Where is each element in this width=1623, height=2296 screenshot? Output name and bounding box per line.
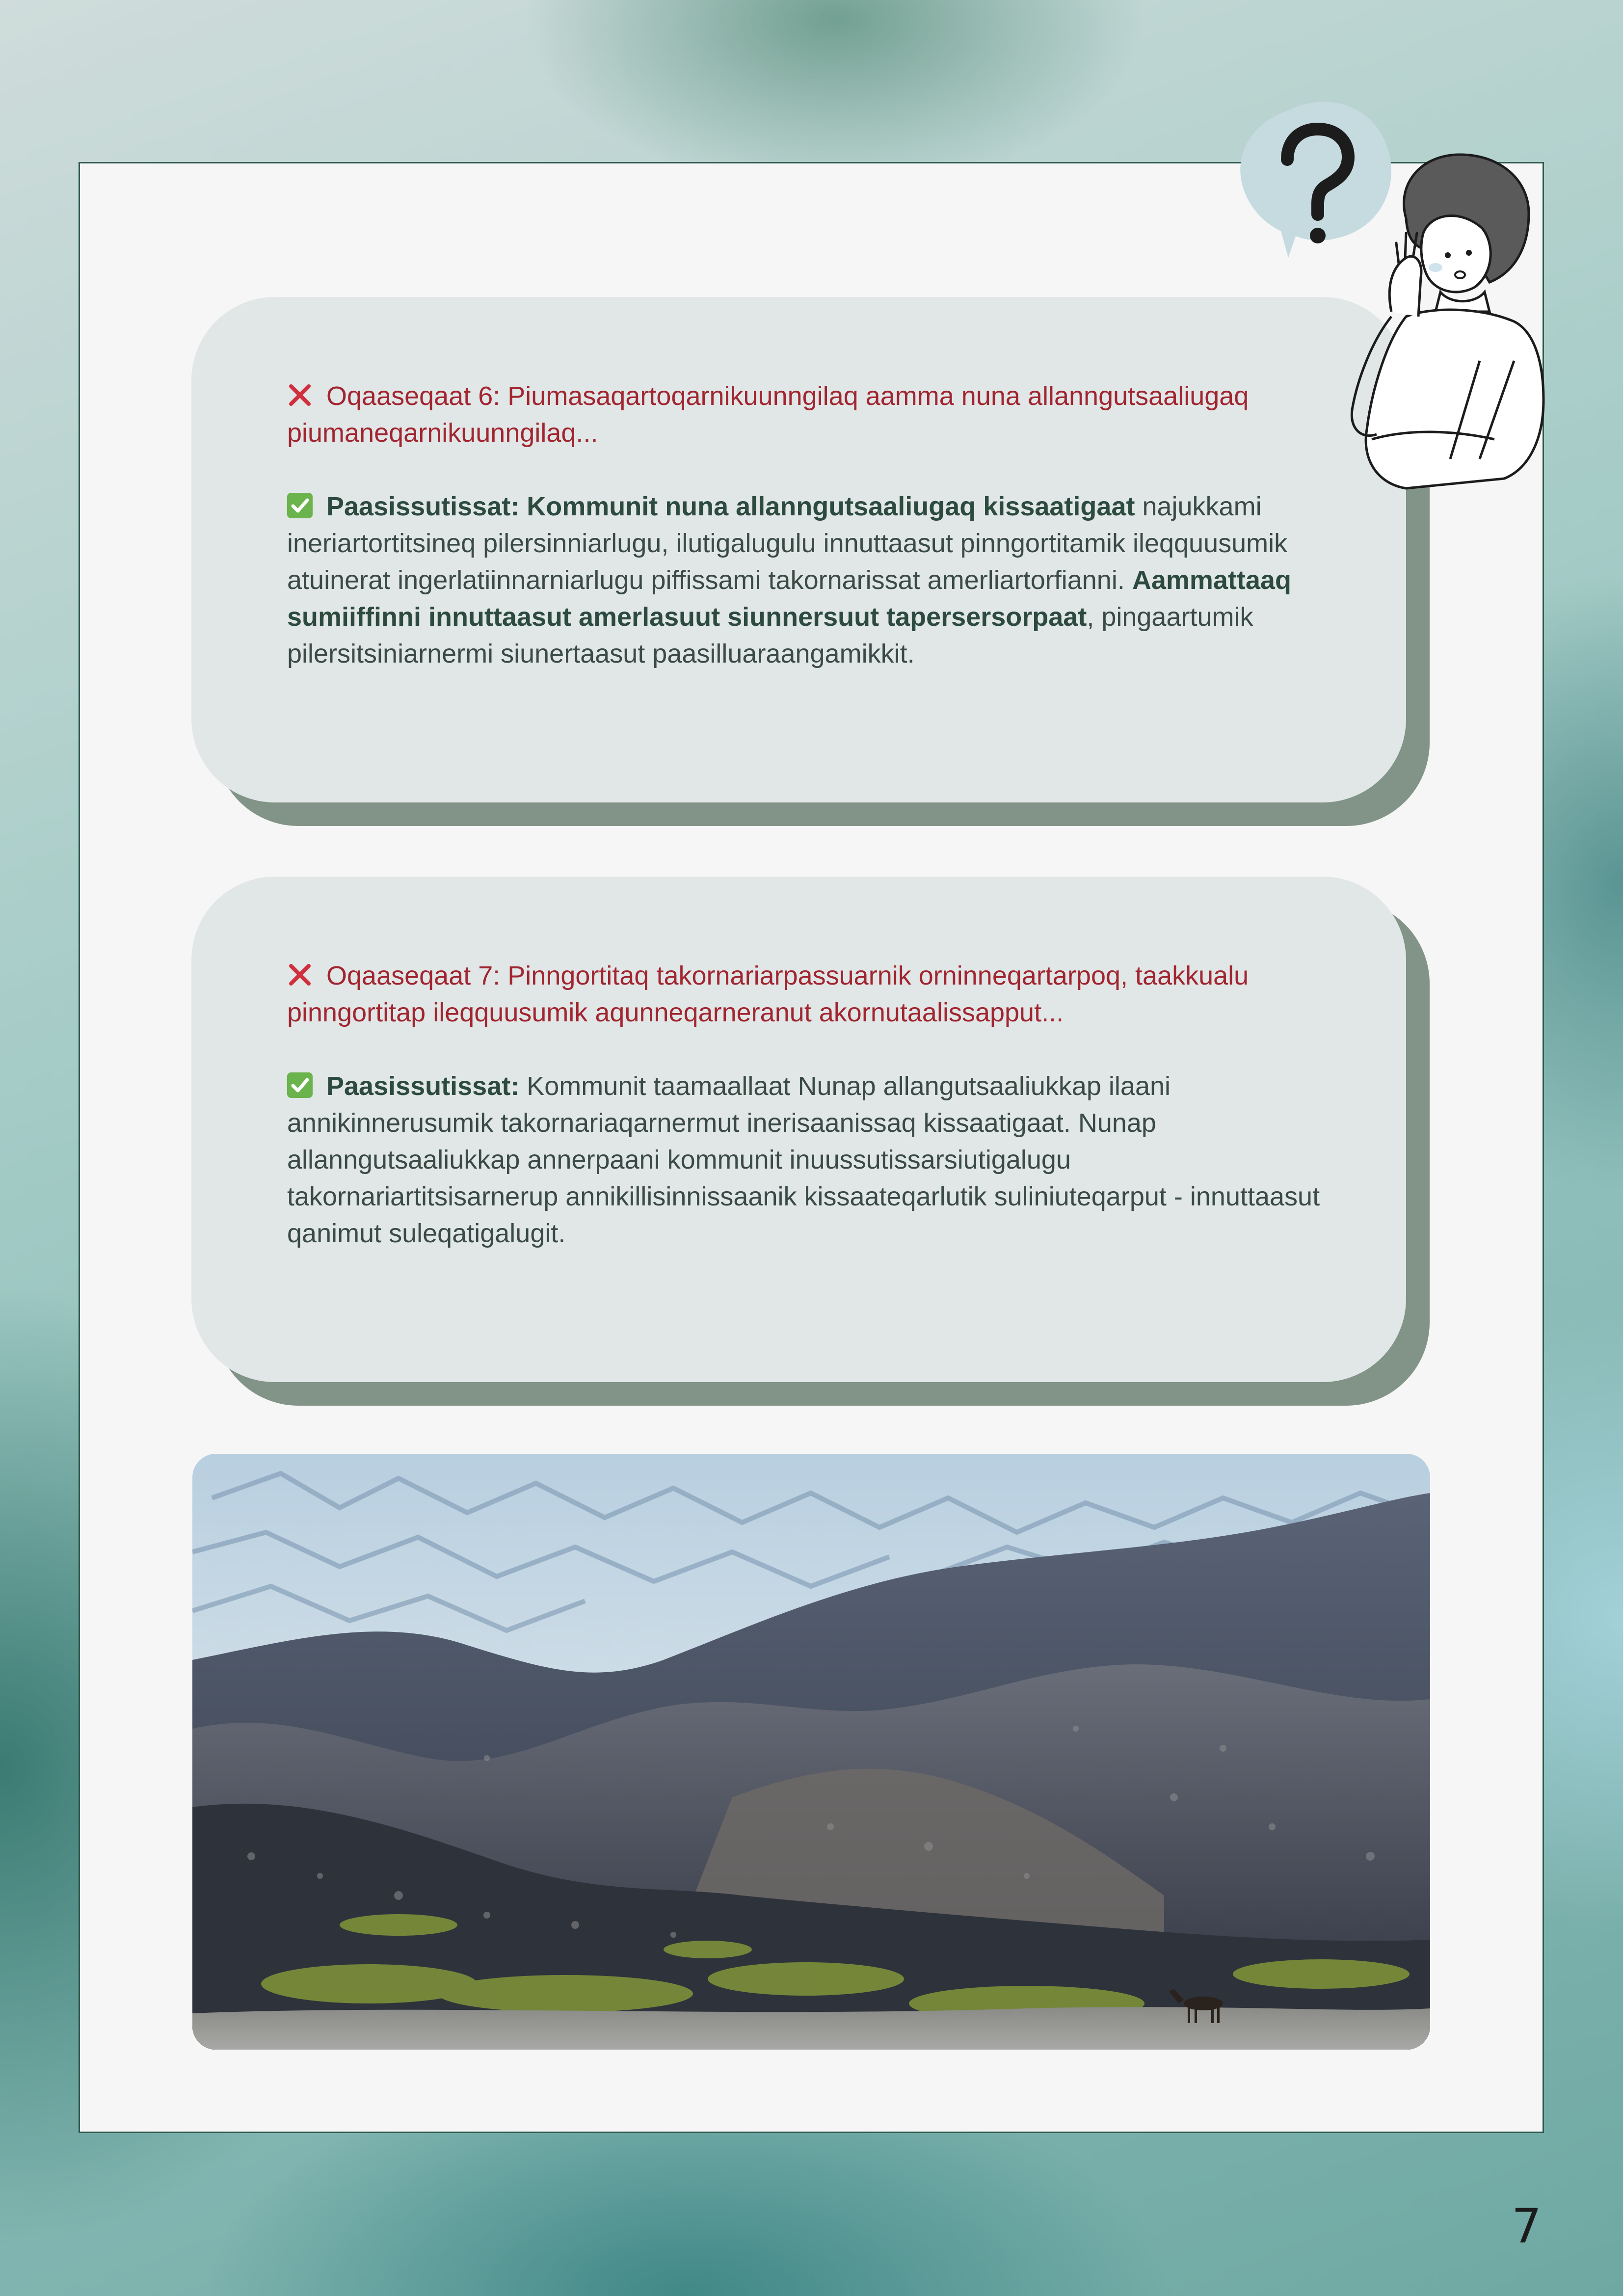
card-body	[191, 877, 1406, 1382]
answer-text: , pingaartumik pilersitsiniarnermi siunertaasut paasilluaraangamikkit.	[287, 602, 1253, 668]
answer-label: Paasissutissat:	[326, 492, 520, 521]
answer-text: najukkami ineriartortitsineq pilersinniarlugu, ilutigalugulu innuttaasut pinngortitamik ileqquusumik atuinerat ingerlatiinnarniarlugu piffissami takornarissat amerliartorfianni.	[287, 492, 1288, 595]
myth-card-7	[191, 877, 1406, 1382]
answer-emphasis: Aammattaaq sumiiffinni innuttaasut amerlasuut siunnersuut tapersersorpaat	[287, 565, 1291, 632]
myth-statement	[287, 958, 1332, 1031]
answer-statement	[287, 488, 1332, 672]
cross-mark-icon	[287, 382, 313, 408]
answer-text: Kommunit taamaallaat Nunap allangutsaaliukkap ilaani annikinnerusumik takornariaqarnermut inerisaanissaq kissaatigaat. Nunap allanngutsaaliukkap annerpaani kommunit inuussutissarsiutigalugu takornariartitsisarnerup annikillisinnissaanik kissaateqarlutik suliniuteqarput - innuttaasut qanimut suleqatigalugit.	[287, 1071, 1320, 1248]
glacier-landscape-photo	[192, 1454, 1430, 2050]
answer-statement	[287, 1068, 1332, 1252]
myth-text: Oqaaseqaat 7: Pinngortitaq takornariarpassuarnik orninneqartarpoq, taakkualu pinngortitap ileqquusumik aqunneqarneranut akornutaalissapput...	[287, 961, 1249, 1027]
page-number: 7	[1512, 2199, 1542, 2254]
confused-person-question-icon	[1175, 86, 1548, 513]
answer-emphasis: Kommunit nuna allanngutsaaliugaq kissaatigaat	[519, 492, 1135, 521]
check-mark-icon	[287, 1072, 313, 1098]
card-content	[287, 958, 1332, 1252]
check-mark-icon	[287, 493, 313, 518]
myth-text: Oqaaseqaat 6: Piumasaqartoqarnikuunngilaq aamma nuna allanngutsaaliugaq piumaneqarnikuunngilaq...	[287, 381, 1249, 448]
answer-label: Paasissutissat:	[326, 1071, 520, 1101]
cross-mark-icon	[287, 962, 313, 988]
